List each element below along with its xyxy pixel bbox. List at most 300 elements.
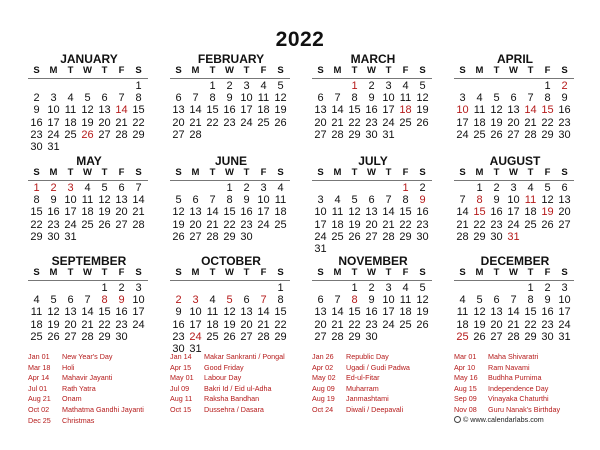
day-cell: 2 — [368, 282, 375, 294]
weekday-label: M — [191, 65, 200, 76]
weekday-label: W — [509, 167, 518, 178]
day-cell: 9 — [368, 92, 375, 105]
holiday-date: Aug 11 — [170, 394, 193, 404]
day-cell: 14 — [132, 194, 145, 207]
day-cell: 15 — [524, 306, 537, 319]
day-cell: 17 — [382, 306, 395, 319]
holiday-name: Makar Sankranti / Pongal — [204, 352, 285, 361]
weekday-label: T — [527, 65, 534, 76]
weekday-label: T — [243, 167, 250, 178]
day-cell: 17 — [132, 306, 145, 319]
month-december — [454, 254, 576, 352]
day-cell: 10 — [382, 294, 395, 307]
day-cell: 23 — [365, 116, 378, 129]
day-cell: 1 — [544, 80, 551, 92]
day-cell: 25 — [331, 230, 344, 243]
day-cell: 4 — [260, 80, 267, 92]
day-cell: 16 — [365, 306, 378, 319]
weekday-label: S — [459, 267, 466, 278]
day-cell: 1 — [527, 282, 534, 294]
day-grid — [28, 282, 150, 354]
day-cell: 12 — [98, 194, 111, 207]
header-rule — [170, 280, 290, 281]
day-cell: 25 — [81, 218, 94, 231]
holiday-date: Oct 15 — [170, 405, 192, 414]
day-cell: 16 — [416, 206, 429, 219]
weekday-label: T — [385, 65, 392, 76]
day-cell: 27 — [98, 128, 111, 141]
weekday-label: W — [83, 65, 92, 76]
day-cell: 17 — [240, 104, 253, 117]
weekday-label: S — [33, 167, 40, 178]
day-cell: 15 — [399, 206, 412, 219]
day-cell: 10 — [189, 306, 202, 319]
weekday-label: T — [67, 267, 74, 278]
day-cell: 12 — [47, 306, 60, 319]
day-cell: 12 — [416, 294, 429, 307]
day-cell: 21 — [81, 318, 94, 331]
holiday-day-cell: 14 — [524, 104, 537, 117]
weekday-header — [170, 267, 292, 279]
weekday-header — [28, 65, 150, 77]
day-cell: 27 — [490, 330, 503, 343]
day-cell: 6 — [243, 294, 250, 307]
day-cell: 22 — [524, 318, 537, 331]
weekday-label: F — [544, 65, 551, 76]
day-cell: 18 — [456, 318, 469, 331]
month-name: OCTOBER — [201, 254, 261, 268]
day-cell: 18 — [524, 206, 537, 219]
weekday-label: T — [101, 267, 108, 278]
day-cell: 13 — [64, 306, 77, 319]
day-cell: 24 — [382, 116, 395, 129]
holiday-date: Nov 08 — [454, 405, 477, 414]
day-cell: 26 — [348, 230, 361, 243]
holiday-name: Ugadi / Gudi Padwa — [346, 362, 410, 372]
day-cell: 28 — [81, 330, 94, 343]
day-cell: 4 — [334, 194, 341, 207]
holiday-name: Independence Day — [488, 383, 549, 393]
header-rule — [312, 180, 432, 181]
weekday-label: S — [317, 167, 324, 178]
day-cell: 31 — [382, 128, 395, 141]
day-cell: 20 — [314, 318, 327, 331]
weekday-label: F — [118, 267, 125, 278]
weekday-label: T — [527, 167, 534, 178]
day-cell: 3 — [385, 282, 392, 294]
day-cell: 14 — [189, 104, 202, 117]
holiday-date: Apr 02 — [312, 362, 334, 372]
day-cell: 14 — [331, 104, 344, 117]
day-cell: 11 — [64, 104, 77, 117]
month-name: SEPTEMBER — [51, 254, 127, 268]
day-cell: 28 — [507, 330, 520, 343]
day-cell: 10 — [47, 104, 60, 117]
day-cell: 19 — [98, 206, 111, 219]
day-cell: 11 — [473, 104, 486, 117]
day-cell: 23 — [541, 318, 554, 331]
weekday-label: F — [544, 167, 551, 178]
day-cell: 23 — [223, 116, 236, 129]
weekday-label: F — [118, 167, 125, 178]
day-cell: 6 — [175, 92, 182, 105]
day-cell: 21 — [257, 318, 270, 331]
month-july — [312, 154, 434, 255]
day-cell: 18 — [473, 116, 486, 129]
day-cell: 11 — [30, 306, 43, 319]
day-cell: 16 — [47, 206, 60, 219]
day-cell: 12 — [490, 104, 503, 117]
day-cell: 12 — [416, 92, 429, 105]
day-cell: 3 — [317, 194, 324, 207]
day-grid — [28, 182, 150, 254]
day-cell: 4 — [476, 92, 483, 105]
day-cell: 29 — [473, 230, 486, 243]
month-october — [170, 254, 292, 355]
weekday-label: T — [493, 267, 500, 278]
day-cell: 26 — [416, 318, 429, 331]
weekday-label: W — [225, 167, 234, 178]
day-grid — [170, 282, 292, 354]
month-name: MARCH — [350, 52, 396, 66]
weekday-header — [170, 65, 292, 77]
day-cell: 10 — [64, 194, 77, 207]
month-june — [170, 154, 292, 252]
day-grid — [170, 182, 292, 254]
day-cell: 22 — [473, 218, 486, 231]
day-cell: 1 — [476, 182, 483, 194]
day-cell: 30 — [172, 343, 185, 355]
weekday-label: M — [475, 65, 484, 76]
day-cell: 20 — [240, 318, 253, 331]
day-cell: 14 — [456, 206, 469, 219]
holiday-day-cell: 2 — [50, 182, 57, 194]
weekday-label: F — [118, 65, 125, 76]
holiday-date: Apr 15 — [170, 362, 192, 372]
day-cell: 12 — [473, 306, 486, 319]
day-cell: 8 — [277, 294, 284, 307]
day-cell: 13 — [507, 104, 520, 117]
day-cell: 14 — [507, 306, 520, 319]
day-cell: 9 — [33, 104, 40, 117]
weekday-label: T — [209, 65, 216, 76]
day-cell: 18 — [399, 306, 412, 319]
day-cell: 19 — [416, 306, 429, 319]
day-cell: 16 — [558, 104, 571, 117]
day-cell: 12 — [81, 104, 94, 117]
day-cell: 22 — [274, 318, 287, 331]
day-cell: 28 — [115, 128, 128, 141]
holiday-name: Labour Day — [204, 373, 242, 383]
day-cell: 2 — [243, 182, 250, 194]
day-cell: 27 — [172, 128, 185, 141]
weekday-label: M — [333, 65, 342, 76]
day-cell: 27 — [240, 330, 253, 343]
month-name: AUGUST — [489, 154, 541, 168]
day-cell: 8 — [135, 92, 142, 105]
weekday-label: T — [101, 167, 108, 178]
day-cell: 5 — [84, 92, 91, 105]
holiday-day-cell: 7 — [260, 294, 267, 307]
day-cell: 17 — [507, 206, 520, 219]
day-cell: 5 — [277, 80, 284, 92]
day-cell: 30 — [365, 128, 378, 141]
day-cell: 7 — [192, 92, 199, 105]
weekday-label: M — [191, 167, 200, 178]
day-cell: 24 — [240, 116, 253, 129]
day-cell: 6 — [118, 182, 125, 194]
day-grid — [454, 282, 576, 354]
day-cell: 19 — [348, 218, 361, 231]
day-cell: 30 — [541, 330, 554, 343]
day-cell: 5 — [50, 294, 57, 307]
day-cell: 15 — [132, 104, 145, 117]
day-cell: 23 — [172, 330, 185, 343]
day-cell: 10 — [257, 194, 270, 207]
holiday-date: May 02 — [312, 373, 336, 383]
day-cell: 14 — [382, 206, 395, 219]
holiday-day-cell: 9 — [118, 294, 125, 307]
day-cell: 29 — [348, 128, 361, 141]
day-cell: 20 — [365, 218, 378, 231]
day-cell: 25 — [274, 218, 287, 231]
day-cell: 7 — [84, 294, 91, 307]
day-cell: 5 — [419, 282, 426, 294]
weekday-label: F — [260, 65, 267, 76]
day-cell: 17 — [314, 218, 327, 231]
day-cell: 19 — [81, 116, 94, 129]
weekday-label: F — [402, 267, 409, 278]
day-cell: 17 — [64, 206, 77, 219]
day-cell: 13 — [314, 104, 327, 117]
day-cell: 11 — [399, 294, 412, 307]
day-cell: 23 — [365, 318, 378, 331]
day-cell: 27 — [507, 128, 520, 141]
day-cell: 26 — [172, 230, 185, 243]
holiday-date: Oct 02 — [28, 405, 50, 414]
day-cell: 8 — [351, 92, 358, 105]
day-cell: 28 — [382, 230, 395, 243]
holiday-name: Republic Day — [346, 352, 389, 361]
weekday-label: W — [83, 267, 92, 278]
day-cell: 13 — [115, 194, 128, 207]
day-cell: 9 — [226, 92, 233, 105]
day-cell: 3 — [50, 92, 57, 105]
day-cell: 7 — [527, 92, 534, 105]
day-cell: 20 — [558, 206, 571, 219]
day-cell: 30 — [47, 230, 60, 243]
day-cell: 4 — [402, 80, 409, 92]
day-cell: 4 — [209, 294, 216, 307]
day-cell: 6 — [368, 194, 375, 207]
day-cell: 2 — [33, 92, 40, 105]
day-cell: 7 — [385, 194, 392, 207]
holiday-date: Mar 18 — [28, 362, 51, 372]
day-cell: 7 — [334, 92, 341, 105]
day-cell: 3 — [243, 80, 250, 92]
day-cell: 24 — [558, 318, 571, 331]
month-march — [312, 52, 434, 150]
day-cell: 17 — [382, 104, 395, 117]
day-cell: 5 — [544, 182, 551, 194]
day-cell: 11 — [257, 92, 270, 105]
weekday-header — [312, 65, 434, 77]
day-cell: 3 — [260, 182, 267, 194]
holiday-name: Christmas — [62, 415, 95, 425]
month-name: JULY — [358, 154, 388, 168]
day-cell: 9 — [368, 294, 375, 307]
weekday-label: T — [493, 167, 500, 178]
day-cell: 16 — [115, 306, 128, 319]
holiday-date: Jan 01 — [28, 352, 50, 361]
holiday-date: Aug 09 — [312, 383, 335, 393]
holiday-day-cell: 31 — [507, 230, 520, 243]
day-cell: 4 — [84, 182, 91, 194]
day-cell: 2 — [493, 182, 500, 194]
day-cell: 30 — [30, 141, 43, 153]
holiday-date: Aug 21 — [28, 394, 51, 404]
month-february — [170, 52, 292, 150]
day-cell: 4 — [67, 92, 74, 105]
day-cell: 20 — [507, 116, 520, 129]
weekday-label: F — [544, 267, 551, 278]
day-cell: 11 — [274, 194, 287, 207]
day-cell: 15 — [348, 306, 361, 319]
weekday-label: S — [175, 267, 182, 278]
day-cell: 24 — [132, 318, 145, 331]
holiday-name: Muharram — [346, 383, 379, 393]
day-cell: 19 — [47, 318, 60, 331]
holiday-date: Apr 14 — [28, 373, 50, 383]
weekday-header — [454, 167, 576, 179]
holiday-date: Sep 09 — [454, 394, 477, 404]
holiday-name: Mahavir Jayanti — [62, 373, 113, 383]
weekday-label: W — [367, 65, 376, 76]
day-cell: 30 — [240, 230, 253, 243]
day-cell: 2 — [419, 182, 426, 194]
day-cell: 5 — [476, 294, 483, 307]
holiday-day-cell: 3 — [67, 182, 74, 194]
month-name: FEBRUARY — [197, 52, 265, 66]
day-cell: 28 — [331, 330, 344, 343]
day-cell: 28 — [189, 128, 202, 141]
weekday-header — [312, 167, 434, 179]
day-cell: 8 — [33, 194, 40, 207]
holiday-date: Dec 25 — [28, 415, 51, 425]
holiday-name: Vinayaka Chaturthi — [488, 394, 549, 404]
day-cell: 6 — [561, 182, 568, 194]
holiday-day-cell: 1 — [351, 80, 358, 92]
day-cell: 11 — [81, 194, 94, 207]
day-cell: 20 — [98, 116, 111, 129]
day-cell: 17 — [456, 116, 469, 129]
holiday-day-cell: 8 — [476, 194, 483, 207]
weekday-label: S — [419, 65, 426, 76]
day-cell: 27 — [189, 230, 202, 243]
day-cell: 1 — [135, 80, 142, 92]
day-cell: 28 — [132, 218, 145, 231]
day-cell: 23 — [115, 318, 128, 331]
day-cell: 21 — [331, 318, 344, 331]
day-cell: 6 — [493, 294, 500, 307]
weekday-label: W — [509, 65, 518, 76]
weekday-label: S — [561, 267, 568, 278]
holiday-name: Raksha Bandhan — [204, 394, 260, 404]
day-cell: 6 — [317, 92, 324, 105]
day-grid — [28, 80, 150, 152]
day-cell: 9 — [561, 92, 568, 105]
day-cell: 6 — [317, 294, 324, 307]
month-august — [454, 154, 576, 252]
year-title: 2022 — [275, 28, 325, 51]
weekday-label: S — [277, 167, 284, 178]
day-cell: 10 — [382, 92, 395, 105]
day-cell: 17 — [257, 206, 270, 219]
day-cell: 28 — [206, 230, 219, 243]
weekday-label: S — [33, 267, 40, 278]
day-cell: 26 — [416, 116, 429, 129]
day-cell: 27 — [64, 330, 77, 343]
weekday-label: T — [527, 267, 534, 278]
day-cell: 9 — [493, 194, 500, 207]
day-cell: 18 — [81, 206, 94, 219]
weekday-header — [454, 65, 576, 77]
day-cell: 15 — [223, 206, 236, 219]
weekday-label: T — [351, 167, 358, 178]
day-cell: 24 — [456, 128, 469, 141]
day-cell: 4 — [33, 294, 40, 307]
globe-icon — [454, 416, 461, 423]
day-cell: 6 — [67, 294, 74, 307]
weekday-label: M — [49, 267, 58, 278]
day-cell: 22 — [223, 218, 236, 231]
day-cell: 31 — [558, 330, 571, 343]
weekday-label: T — [351, 267, 358, 278]
month-name: NOVEMBER — [338, 254, 408, 268]
day-cell: 16 — [223, 104, 236, 117]
holiday-day-cell: 2 — [561, 80, 568, 92]
holiday-date: May 01 — [170, 373, 194, 383]
day-cell: 19 — [416, 104, 429, 117]
day-cell: 26 — [47, 330, 60, 343]
day-cell: 14 — [206, 206, 219, 219]
day-cell: 25 — [473, 128, 486, 141]
weekday-label: S — [33, 65, 40, 76]
day-cell: 11 — [399, 92, 412, 105]
weekday-label: T — [385, 167, 392, 178]
day-cell: 5 — [419, 80, 426, 92]
day-grid — [170, 80, 292, 152]
day-cell: 18 — [30, 318, 43, 331]
day-cell: 1 — [226, 182, 233, 194]
holiday-date: Oct 24 — [312, 405, 334, 414]
day-cell: 4 — [527, 182, 534, 194]
day-cell: 29 — [223, 230, 236, 243]
day-cell: 21 — [456, 218, 469, 231]
weekday-label: F — [402, 167, 409, 178]
holiday-name: Budhha Purnima — [488, 373, 542, 383]
day-grid — [312, 282, 434, 354]
day-cell: 19 — [473, 318, 486, 331]
weekday-label: M — [333, 267, 342, 278]
holiday-name: Rath Yatra — [62, 383, 96, 393]
day-cell: 26 — [223, 330, 236, 343]
day-cell: 7 — [510, 294, 517, 307]
holiday-day-cell: 8 — [351, 294, 358, 307]
day-cell: 22 — [98, 318, 111, 331]
day-cell: 2 — [544, 282, 551, 294]
day-cell: 26 — [473, 330, 486, 343]
